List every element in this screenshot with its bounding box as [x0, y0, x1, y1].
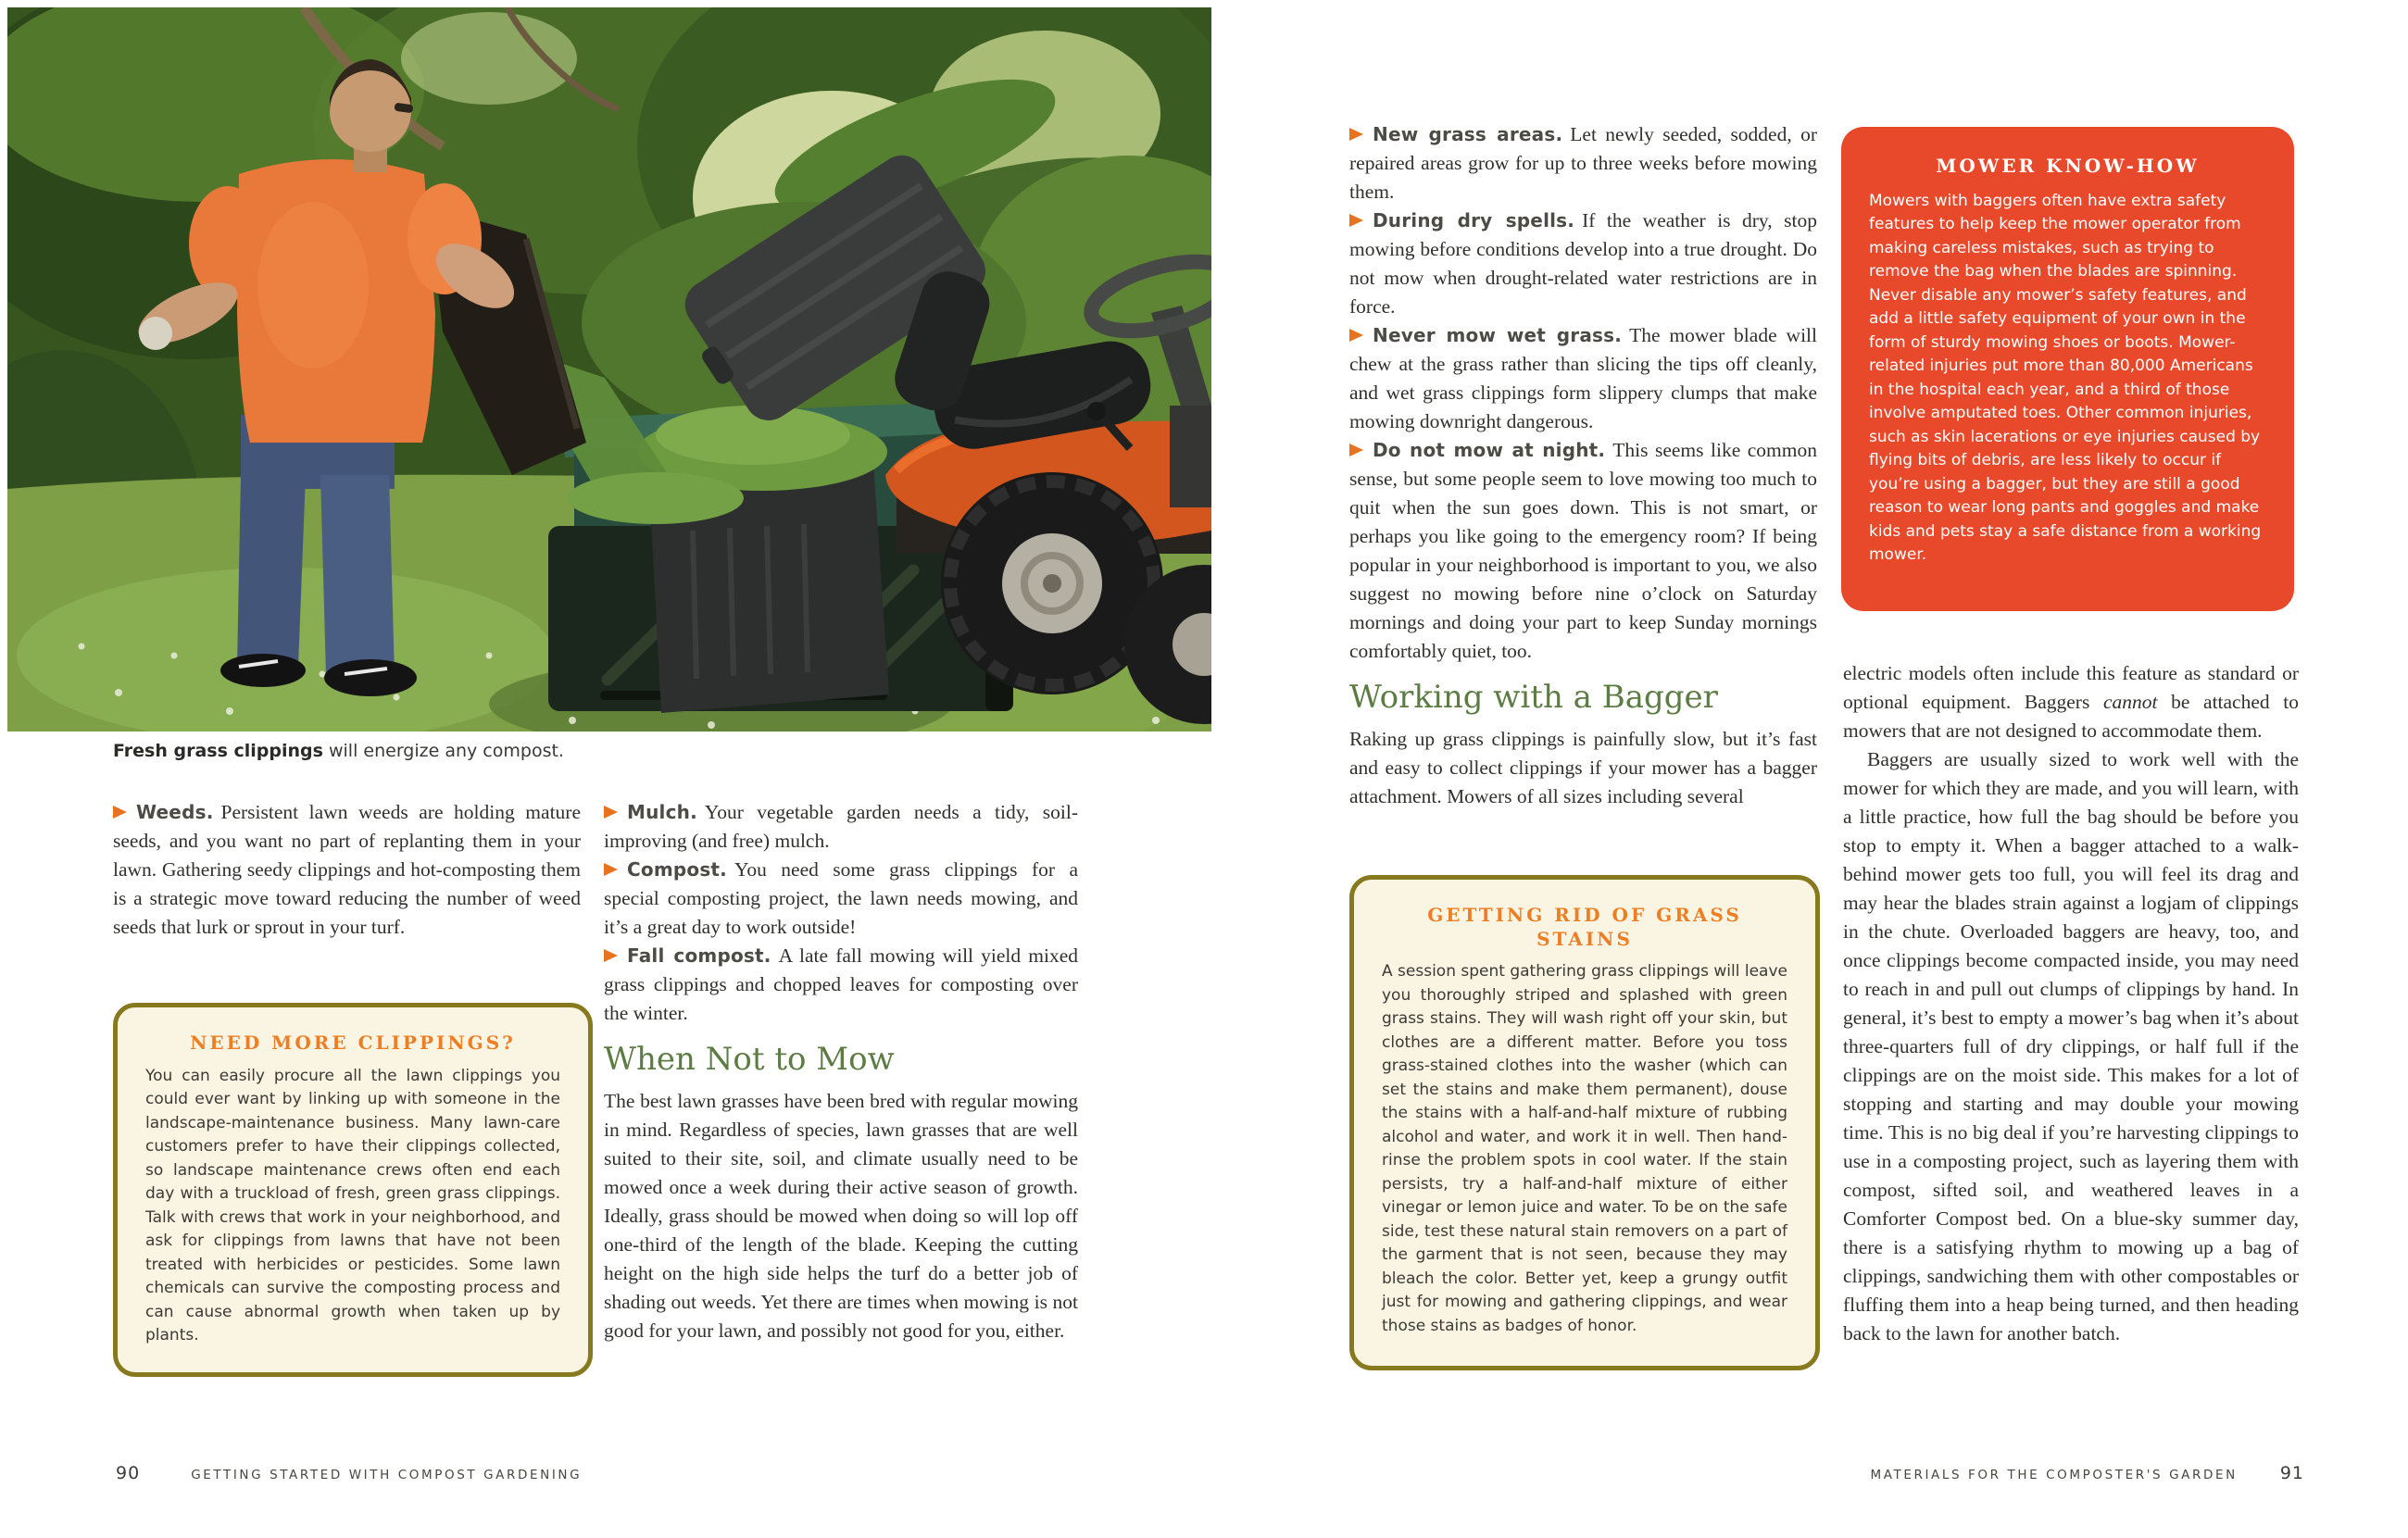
paragraph-text: electric models often include this feature as standard or optional equipment. Baggers: [1843, 662, 2299, 713]
need-more-clippings-box: [113, 1003, 593, 1377]
running-head: MATERIALS FOR THE COMPOSTER'S GARDEN: [1870, 1468, 2238, 1482]
triangle-bullet-icon: [604, 949, 618, 962]
paragraph-text: be attached to mowers that are not designed to accommodate them.: [1843, 691, 2299, 742]
item-label: Fall compost.: [627, 944, 771, 967]
caption-lead: Fresh grass clippings: [113, 741, 323, 761]
caption-rest: will energize any compost.: [322, 741, 564, 761]
list-item-compost: [604, 856, 1078, 942]
right-column-2: [1843, 659, 2299, 1348]
item-text: Let newly seeded, sodded, or repaired areas grow for up to three weeks before mowing them.: [1349, 123, 1818, 203]
item-text: If the weather is dry, stop mowing before conditions develop into a true drought. Do not mow when drought-related water restrictions are in force.: [1349, 209, 1817, 318]
continued-paragraph: [1843, 659, 2299, 745]
item-label: Do not mow at night.: [1373, 439, 1606, 461]
item-text: Your vegetable garden needs a tidy, soil-improving (and free) mulch.: [604, 801, 1078, 852]
grass-cart: [637, 406, 889, 713]
item-text: Persistent lawn weeds are holding mature seeds, and you want no part of replanting them in your lawn. Gathering seedy clippings and hot-composting them is a strategic move toward reducing the number of weed seeds that lurk or sprout in your turf.: [113, 801, 581, 938]
section-body: The best lawn grasses have been bred with regular mowing in mind. Regardless of species, lawn grasses that are well suited to their site, soil, and climate usually need to be mowed once a week during their active season of growth. Ideally, grass should be mowed when doing so will lop off one-third of the length of the blade. Keeping the cutting height on the high side helps the turf do a better job of shading out weeds. Yet there are times when mowing is not good for your lawn, and possibly not good for you, either.: [604, 1090, 1078, 1342]
list-item-never-mow-wet-grass: [1349, 321, 1817, 436]
grass-stains-box: [1349, 875, 1820, 1370]
triangle-bullet-icon: [1349, 329, 1363, 342]
list-item-new-grass-areas: [1349, 120, 1817, 206]
box-title: NEED MORE CLIPPINGS?: [190, 1032, 516, 1054]
box-body: Mowers with baggers often have extra safety features to help keep the mower operator from making careless mistakes, such as trying to remove the bag when the blades are spinning. Never disable any mower’s safety features, and add a little safety equipment of your own in the form of sturdy mowing shoes or boots. Mower-related injuries put more than 80,000 Americans in the hospital each year, and a third of those involve amputated toes. Other common injuries, such as skin lacerations or eye injuries caused by flying bits of debris, are less likely to occur if you’re using a bagger, but they are still a good reason to wear long pants and goggles and make kids and pets stay a safe distance from a working mower.: [1869, 191, 2262, 564]
item-text: You need some grass clippings for a special composting project, the lawn needs mowing, and it’s a great day to work outside!: [604, 858, 1078, 938]
left-page-footer: [116, 1463, 582, 1483]
page-number: 90: [116, 1463, 141, 1483]
item-label: Compost.: [627, 858, 727, 881]
right-column-1: [1349, 120, 1817, 811]
item-text: This seems like common sense, but some people seem to love mowing too much to quit when the sun goes down. This is not smart, or perhaps you like going to the emergency room? If being popular in your neighborhood is important to you, we also suggest no mowing before nine o’clock on Saturday mornings and doing your part to keep Sunday mornings comfortably quiet, too.: [1349, 439, 1818, 662]
item-text: A late fall mowing will yield mixed grass clippings and chopped leaves for composting over the winter.: [604, 944, 1078, 1024]
item-label: During dry spells.: [1373, 209, 1575, 231]
shoe: [220, 654, 306, 687]
triangle-bullet-icon: [604, 863, 618, 876]
glove: [139, 317, 172, 350]
list-item-do-not-mow-at-night: [1349, 436, 1817, 666]
list-item-fall-compost: [604, 942, 1078, 1028]
right-page-footer: [1870, 1463, 2304, 1483]
photo-grass-clippings: [7, 7, 1211, 731]
running-head: GETTING STARTED WITH COMPOST GARDENING: [191, 1468, 583, 1482]
box-body: A session spent gathering grass clippings will leave you thoroughly striped and splashed with green grass stains. They will wash right off your skin, but clothes are a different matter. Before you toss grass-stained clothes into the washer (which can set the stains and make them permanent), douse the stains with a half-and-half mixture of rubbing alcohol and water, and work it in well. Then hand-rinse the problem spots in cool water. If the stain persists, try a half-and-half mixture of either vinegar or lemon juice and water. To be on the safe side, test these natural stain removers on a part of the garment that is not seen, because they may bleach the color. Better yet, keep a grungy outfit just for mowing and gathering clippings, and wear those stains as badges of honor.: [1382, 962, 1787, 1335]
triangle-bullet-icon: [1349, 444, 1363, 456]
list-item-mulch: [604, 798, 1078, 856]
left-column-2: [604, 798, 1078, 1345]
list-item-weeds: [113, 798, 581, 942]
left-column-1: [113, 798, 581, 942]
italic-word: cannot: [2102, 691, 2158, 713]
section-heading-when-not-to-mow: When Not to Mow: [604, 1041, 895, 1078]
shoe: [324, 659, 417, 696]
list-item-during-dry-spells: [1349, 206, 1817, 321]
item-label: Mulch.: [627, 801, 697, 823]
box-title: GETTING RID OF GRASS STAINS: [1427, 904, 1742, 950]
triangle-bullet-icon: [604, 806, 618, 819]
triangle-bullet-icon: [113, 806, 127, 819]
item-label: Weeds.: [136, 801, 214, 823]
triangle-bullet-icon: [1349, 128, 1363, 141]
page-number: 91: [2279, 1463, 2304, 1483]
photo-illustration: [7, 7, 1211, 731]
body-paragraph: Baggers are usually sized to work well with the mower for which they are made, and you will learn, with a little practice, how full the bag should be before you stop to empty it. When a bagger attached to a walk-behind mower gets too full, you will feel its drag and may hear the blades strain against a logjam of clippings in the chute. Overloaded baggers are heavy, too, and once clippings become compacted inside, you may need to reach in and pull out clumps of clippings by hand. In general, it’s best to empty a mower’s bag when it’s about three-quarters full of dry clippings, or half full if the clippings are on the moist side. This makes for a lot of stopping and starting and may double your mowing time. This is no big deal if you’re harvesting clippings to use in a composting project, such as layering them with compost, sifted soil, and weathered leaves in a Comforter Compost bed. On a blue-sky summer day, there is a satisfying rhythm to mowing up a bag of clippings, sandwiching them with other compostables or fluffing them into a heap being turned, and then heading back to the lawn for another batch.: [1843, 748, 2299, 1344]
box-body: You can easily procure all the lawn clippings you could ever want by linking up with someone in the landscape-maintenance business. Many lawn-care customers prefer to have their clippings collected, so landscape maintenance crews often end each day with a truckload of fresh, green grass clippings. Talk with crews that work in your neighborhood, and ask for clippings from lawns that have not been treated with herbicides or pesticides. Some lawn chemicals can survive the composting process and can cause abnormal growth when taken up by plants.: [145, 1066, 560, 1344]
mower-know-how-box: [1841, 127, 2294, 611]
item-label: Never mow wet grass.: [1373, 324, 1623, 346]
item-text: The mower blade will chew at the grass rather than slicing the tips off cleanly, and wet grass clippings form slippery clumps that make mowing downright dangerous.: [1349, 324, 1817, 432]
photo-caption: [113, 741, 1021, 761]
section-body: Raking up grass clippings is painfully slow, but it’s fast and easy to collect clippings if your mower has a bagger attachment. Mowers of all sizes including several: [1349, 728, 1817, 807]
engine-block: [1170, 406, 1211, 507]
item-label: New grass areas.: [1373, 123, 1563, 145]
section-heading-working-with-a-bagger: Working with a Bagger: [1349, 679, 1718, 716]
triangle-bullet-icon: [1349, 214, 1363, 227]
box-title: MOWER KNOW-HOW: [1936, 155, 2200, 177]
